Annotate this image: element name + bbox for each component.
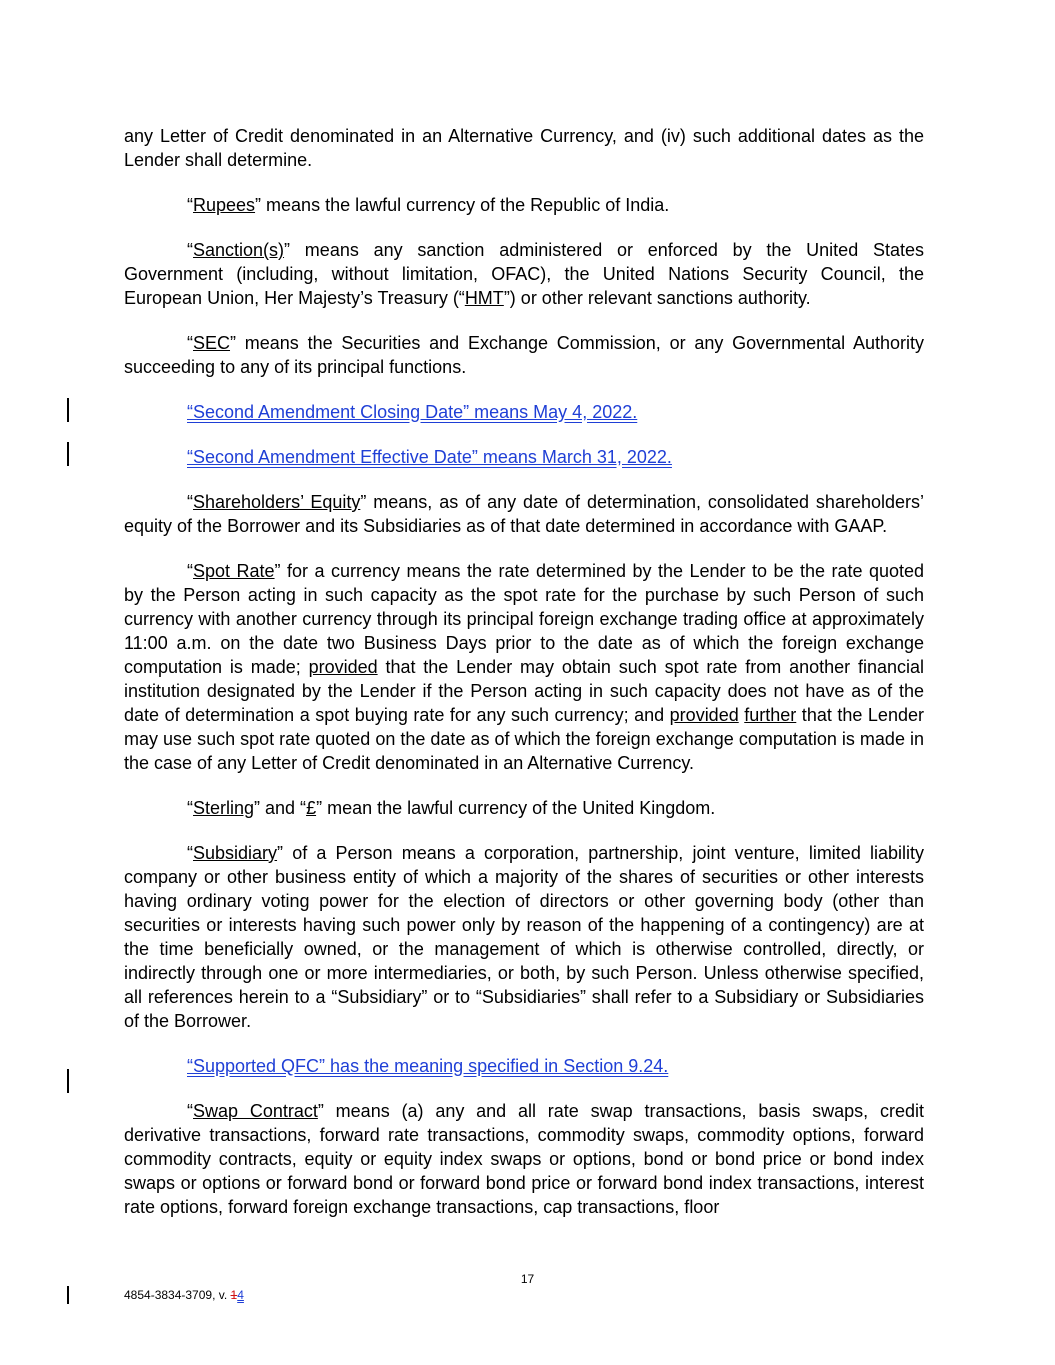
defined-term: Shareholders’ Equity: [193, 492, 361, 512]
definition-sanctions: “Sanction(s)” means any sanction administered or enforced by the United States Government (including, without limitation, OFAC), the United Nations Security Council, the European Union, Her Majesty’s Treasury (“HMT”) or other relevant sanctions authority.: [124, 240, 924, 308]
defined-term: Rupees: [193, 195, 256, 215]
defined-term: Sanction(s): [193, 240, 285, 260]
definition-sterling: “Sterling” and “£” mean the lawful currency of the United Kingdom.: [187, 798, 716, 818]
emphasis-provided: provided: [669, 705, 739, 725]
defined-term: Swap Contract: [193, 1101, 318, 1121]
change-bar: [67, 398, 69, 422]
definition-rupees: “Rupees” means the lawful currency of the Republic of India.: [187, 195, 670, 215]
paragraph-continuation: any Letter of Credit denominated in an Alternative Currency, and (iv) such additional dates as the Lender shall determine.: [124, 126, 924, 170]
defined-term: Sterling: [193, 798, 255, 818]
defined-term: £: [306, 798, 317, 818]
defined-term: Spot Rate: [193, 561, 275, 581]
defined-term: SEC: [193, 333, 231, 353]
defined-term: Subsidiary: [193, 843, 278, 863]
document-page: [124, 124, 924, 1219]
inserted-version: 4: [237, 1288, 244, 1302]
definition-swap-contract: “Swap Contract” means (a) any and all rate swap transactions, basis swaps, credit derivative transactions, forward rate transactions, commodity swaps, commodity options, forward commodity contracts, equity or equity index swaps or options, bond or bond price or bond index swaps or options or forward bond or forward bond price or forward bond index transactions, interest rate options, forward foreign exchange transactions, cap transactions, floor: [124, 1101, 924, 1217]
emphasis-further: further: [744, 705, 797, 725]
definition-second-amendment-closing-date: [124, 400, 924, 424]
inserted-text: “Second Amendment Closing Date” means May 4, 2022.: [187, 402, 638, 422]
change-bar: [67, 1286, 69, 1304]
deleted-version: 1: [230, 1288, 238, 1302]
definition-subsidiary: “Subsidiary” of a Person means a corporation, partnership, joint venture, limited liability company or other business entity of which a majority of the shares of securities or other interests having ordinary voting power for the election of directors or other governing body (other than securities or interests having such power only by reason of the happening of a contingency) are at the time beneficially owned, or the management of which is otherwise controlled, directly, or indirectly through one or more intermediaries, or both, by such Person. Unless otherwise specified, all references herein to a “Subsidiary” or to “Subsidiaries” shall refer to a Subsidiary or Subsidiaries of the Borrower.: [124, 843, 924, 1031]
page-number: 17: [520, 1272, 535, 1286]
change-bar: [67, 1069, 69, 1093]
emphasis-provided: provided: [308, 657, 378, 677]
definition-sec: “SEC” means the Securities and Exchange Commission, or any Governmental Authority succeeding to any of its principal functions.: [124, 333, 924, 377]
inserted-text: “Second Amendment Effective Date” means March 31, 2022.: [187, 447, 672, 467]
document-id: 4854-3834-3709, v. 14: [124, 1288, 244, 1302]
definition-supported-qfc: [124, 1054, 924, 1078]
defined-term: HMT: [464, 288, 504, 308]
definition-second-amendment-effective-date: [124, 445, 924, 469]
inserted-text: “Supported QFC” has the meaning specified in Section 9.24.: [187, 1056, 669, 1076]
definition-spot-rate: “Spot Rate” for a currency means the rate determined by the Lender to be the rate quoted by the Person acting in such capacity as the spot rate for the purchase by such Person of such currency with another currency through its principal foreign exchange trading office at approximately 11:00 a.m. on the date two Business Days prior to the date as of which the foreign exchange computation is made; provided that the Lender may obtain such spot rate from another financial institution designated by the Lender if the Person acting in such capacity does not have as of the date of determination a spot buying rate for any such currency; and provided further that the Lender may use such spot rate quoted on the date as of which the foreign exchange computation is made in the case of any Letter of Credit denominated in an Alternative Currency.: [124, 561, 925, 773]
definition-shareholders-equity: “Shareholders’ Equity” means, as of any date of determination, consolidated shareholders’ equity of the Borrower and its Subsidiaries as of that date determined in accordance with GAAP.: [124, 492, 924, 536]
change-bar: [67, 442, 69, 466]
